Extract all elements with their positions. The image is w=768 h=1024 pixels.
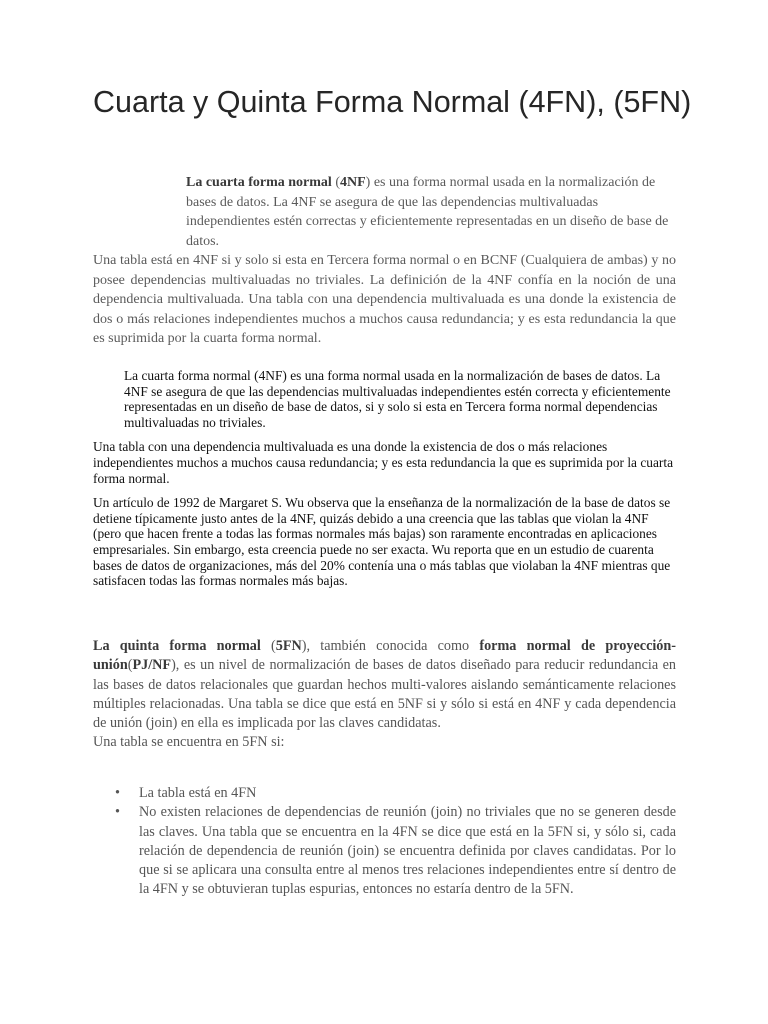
text-fragment: ), también conocida como xyxy=(301,638,480,654)
list-item-text: La tabla está en 4FN xyxy=(139,785,257,801)
paragraph-wu-article: Un artículo de 1992 de Margaret S. Wu observa que la enseñanza de la normalización de la base de datos se detiene típicamente justo antes de la 4NF, quizás debido a una creencia que las tablas que violan la 4NF (pero que hacen frente a todas las formas normales más bajas) son raramente encontradas en aplicaciones empresariales. Sin embargo, esta creencia puede no ser exacta. Wu reporta que en un estudio de cuarenta bases de datos de organizaciones, más del 20% contenía una o más tablas que violaban la 4NF mientras que satisfacen todas las formas normales más bajas. xyxy=(93,495,671,589)
paragraph-4nf-definition xyxy=(93,173,676,251)
section-5fn xyxy=(93,637,676,753)
bullet-icon: • xyxy=(115,804,120,821)
term-proyeccion-union: forma normal de proyección-unión xyxy=(93,638,677,674)
term-5fn: 5FN xyxy=(275,638,302,654)
list-item xyxy=(93,784,676,803)
text-fragment: ) es una forma normal usada en la normalización de bases de datos. La 4NF se asegura de que las dependencias multivaluadas independientes estén correctas y eficientemente representadas en un diseño de base de datos. xyxy=(186,175,669,249)
document-title: Cuarta y Quinta Forma Normal (4FN), (5FN) xyxy=(93,85,692,119)
list-item xyxy=(93,803,676,899)
text-fragment: ( xyxy=(331,175,340,190)
paragraph-5fn-definition xyxy=(93,637,676,733)
section-4nf-intro xyxy=(93,173,676,349)
term-4nf: 4NF xyxy=(339,175,366,190)
paragraph-4nf-condition: Una tabla está en 4NF si y solo si esta en Tercera forma normal o en BCNF (Cualquiera de ambas) y no posee dependencias multivaluadas no triviales. La definición de la 4NF confía en la noción de una dependencia multivaluada. Una tabla con una dependencia multivaluada es una donde la existencia de dos o más relaciones independientes muchos a muchos causa redundancia; y es esta redundancia la que es suprimida por la cuarta forma normal. xyxy=(93,253,676,346)
term-quinta-forma-normal: La quinta forma normal xyxy=(93,638,261,654)
bullet-icon: • xyxy=(115,785,120,801)
text-fragment: ( xyxy=(127,657,133,674)
paragraph-5fn-conditions-intro: Una tabla se encuentra en 5FN si: xyxy=(93,734,285,751)
paragraph-4nf-summary: La cuarta forma normal (4NF) es una forma normal usada en la normalización de bases de datos. La 4NF se asegura de que las dependencias multivaluadas independientes estén correcta y eficientemente representadas en un diseño de base de datos, si y solo si esta en Tercera forma normal dependencias multivaluadas no triviales. xyxy=(124,368,671,430)
text-fragment: ), es un nivel de normalización de bases de datos diseñado para reducir redundancia en las bases de datos relacionales que guardan hechos multi-valores aislando semánticamente relaciones múltiples relacionadas. Una tabla se dice que está en 5NF si y sólo si está en 4NF y cada dependencia de unión (join) en ella es implicada por las claves candidatas. xyxy=(93,657,676,732)
term-cuarta-forma-normal: La cuarta forma normal xyxy=(186,175,332,190)
text-fragment: ( xyxy=(260,638,276,654)
list-item-text: No existen relaciones de dependencias de reunión (join) no triviales que no se generen desde las claves. Una tabla que se encuentra en la 4FN se dice que está en la 5FN si, y sólo si, cada relación de dependencia de reunión (join) se encuentra definida por claves candidatas. Por lo que si se aplicara una consulta entre al menos tres relaciones independientes entre sí dentro de la 4FN y se obtuvieran tuplas espurias, entonces no estaría dentro de la 5FN. xyxy=(139,804,676,898)
section-4nf-detail xyxy=(93,368,676,598)
list-5fn-conditions xyxy=(93,784,676,900)
term-pj-nf: PJ/NF xyxy=(132,657,172,674)
paragraph-multivalued: Una tabla con una dependencia multivaluada es una donde la existencia de dos o más relaciones independientes muchos a muchos causa redundancia; y es esta redundancia la que es suprimida por la cuarta forma normal. xyxy=(93,439,674,486)
